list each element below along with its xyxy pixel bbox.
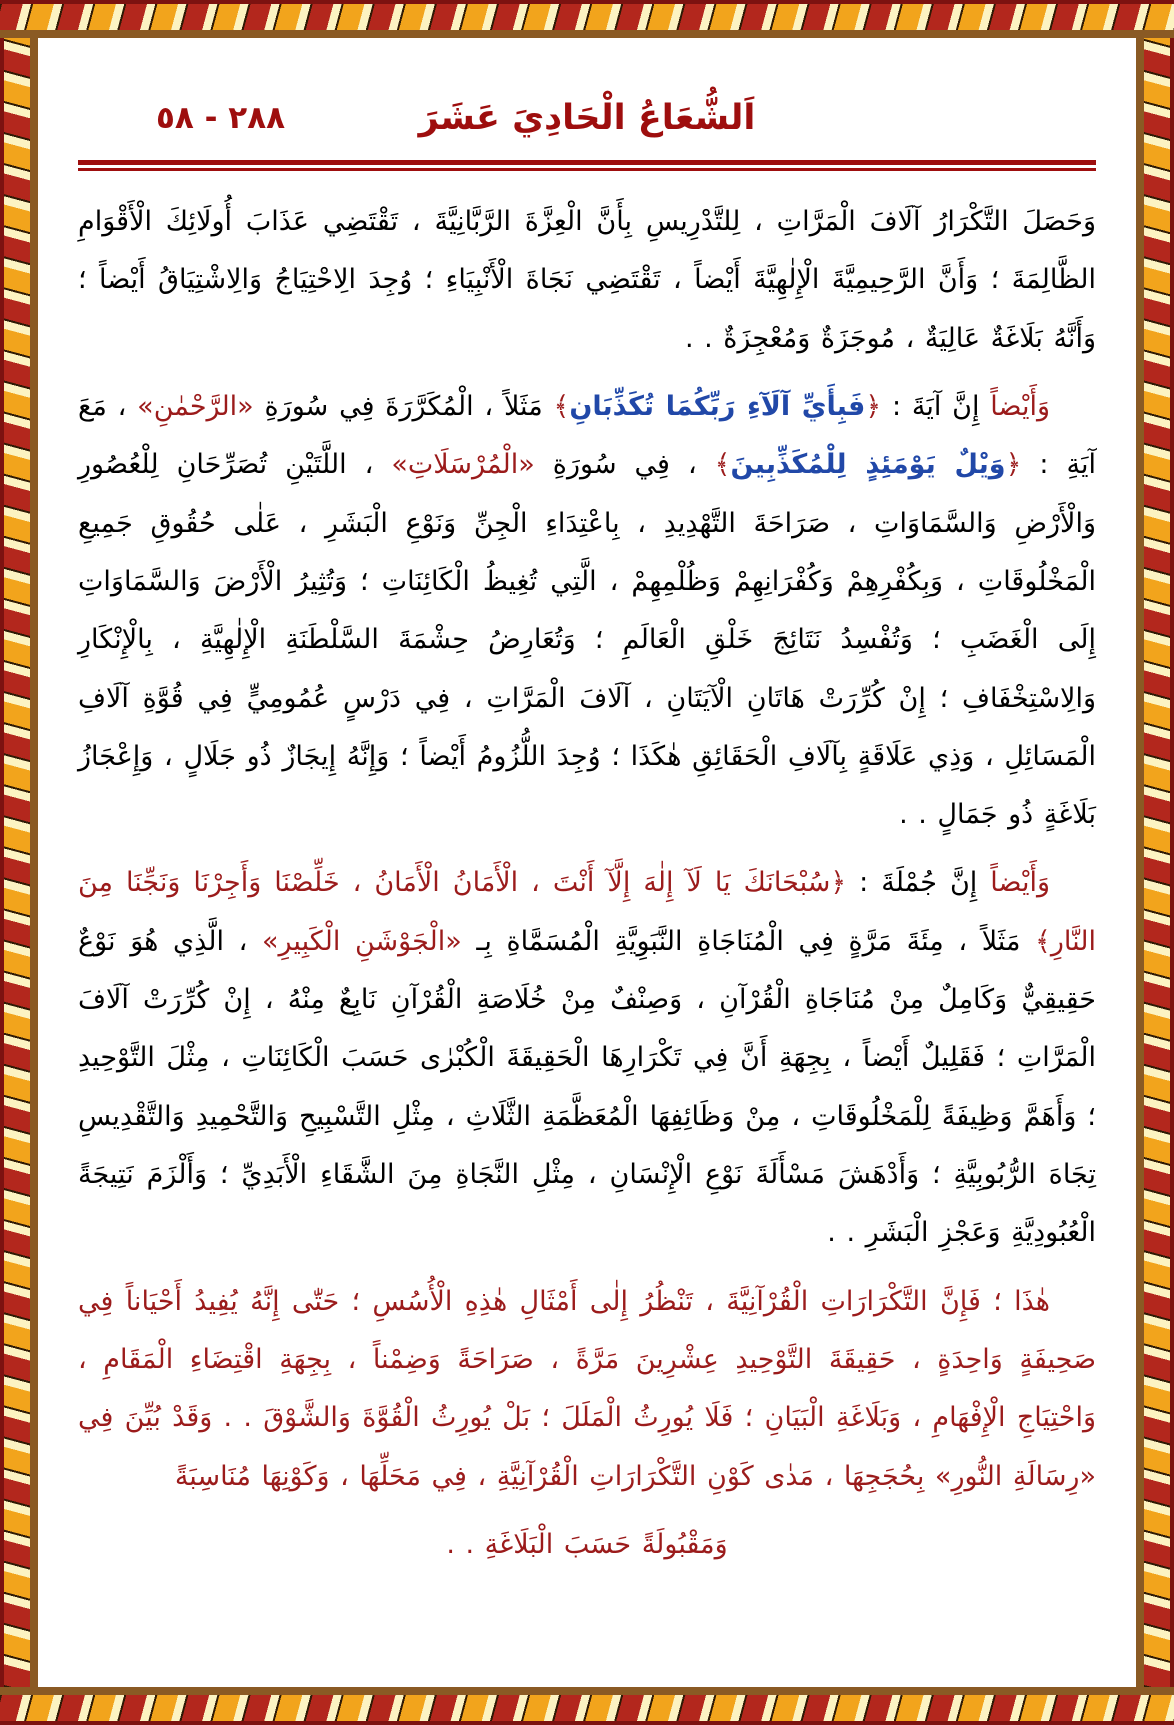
ornamental-border-bottom: [0, 1687, 1174, 1725]
paragraph: [78, 1273, 1096, 1506]
text-segment-black: ، فِي سُورَةِ: [534, 449, 715, 481]
text-segment-black: ، مَعَ آيَةِ :: [78, 390, 1096, 481]
text-segment-red: وَمَقْبُولَةً حَسَبَ الْبَلَاغَةِ . .: [446, 1528, 728, 1560]
text-segment-red: هٰذَا ؛ فَإِنَّ التَّكْرَارَاتِ الْقُرْآنِيَّةَ ، تَنْظُرُ إِلٰى أَمْثَالِ هٰذِهِ الْأُسُسِ ؛ حَتّٰى إِنَّهُ يُفِيدُ أَحْيَاناً فِي صَحِيفَةٍ وَاحِدَةٍ ، حَقِيقَةَ التَّوْحِيدِ عِشْرِينَ مَرَّةً ، صَرَاحَةً وَضِمْناً ، بِجِهَةِ اقْتِضَاءِ الْمَقَامِ ، وَاحْتِيَاجِ الْإِفْهَامِ ، وَبَلَاغَةِ الْبَيَانِ ؛ فَلَا يُورِثُ الْمَلَلَ ؛ بَلْ يُورِثُ الْقُوَّةَ وَالشَّوْقَ . . وَقَدْ بُيِّنَ فِي «رِسَالَةِ النُّورِ» بِحُجَجِهَا ، مَدٰى كَوْنِ التَّكْرَارَاتِ الْقُرْآنِيَّةِ ، فِي مَحَلِّهَا ، وَكَوْنِهَا مُنَاسِبَةً: [78, 1285, 1096, 1492]
ornamental-border-top: [0, 0, 1174, 38]
text-segment-black: ، اللَّتَيْنِ تُصَرِّحَانِ لِلْعُصُورِ وَالْأَرْضِ وَالسَّمَاوَاتِ ، صَرَاحَةَ التَّهْدِيدِ ، بِاعْتِدَاءِ الْجِنِّ وَنَوْعِ الْبَشَرِ ، عَلٰى حُقُوقِ جَمِيعِ الْمَخْلُوقَاتِ ، وَبِكُفْرِهِمْ وَكُفْرَانِهِمْ وَظُلْمِهِمْ ، الَّتِي تُغِيظُ الْكَائِنَاتِ ؛ وَتُثِيرُ الْأَرْضَ وَالسَّمَاوَاتِ إِلَى الْغَضَبِ ؛ وَتُفْسِدُ نَتَائِجَ خَلْقِ الْعَالَمِ ؛ وَتُعَارِضُ حِشْمَةَ السَّلْطَنَةِ الْإِلٰهِيَّةِ ، بِالْإِنْكَارِ وَالِاسْتِخْفَافِ ؛ إِنْ كُرِّرَتْ هَاتَانِ الْآيَتَانِ ، آلَافَ الْمَرَّاتِ ، فِي دَرْسٍ عُمُومِيٍّ فِي قُوَّةِ آلَافِ الْمَسَائِلِ ، وَذِي عَلَاقَةٍ بِآلَافِ الْحَقَائِقِ هٰكَذَا ؛ وُجِدَ اللُّزُومُ أَيْضاً ؛ وَإِنَّهُ إِيجَازٌ ذُو جَلَالٍ ، وَإِعْجَازُ بَلَاغَةٍ ذُو جَمَالٍ . .: [78, 449, 1096, 831]
text-segment-black: إِنَّ آيَةَ :: [881, 390, 980, 422]
text-segment-red: ﴾: [553, 390, 570, 422]
text-segment-blue: وَيْلٌ يَوْمَئِذٍ لِلْمُكَذِّبِينَ: [730, 449, 1006, 481]
paragraph: [78, 378, 1096, 845]
text-segment-black: وَحَصَلَ التَّكْرَارُ آلَافَ الْمَرَّاتِ ، لِلتَّدْرِيسِ بِأَنَّ الْعِزَّةَ الرَّبَّانِيَّةَ ، تَقْتَضِي عَذَابَ أُولَائِكَ الْأَقْوَامِ الظَّالِمَةَ ؛ وَأَنَّ الرَّحِيمِيَّةَ الْإِلٰهِيَّةَ أَيْضاً ، تَقْتَضِي نَجَاةَ الْأَنْبِيَاءِ ؛ وُجِدَ الِاحْتِيَاجُ وَالِاشْتِيَاقُ أَيْضاً ؛ وَأَنَّهُ بَلَاغَةٌ عَالِيَةٌ ، مُوجَزَةٌ وَمُعْجِزَةٌ . .: [78, 206, 1096, 354]
text-segment-black: إِنَّ جُمْلَةَ :: [846, 867, 978, 899]
text-segment-red: «الْجَوْشَنِ الْكَبِيرِ»: [262, 925, 462, 957]
page-number: ٢٨٨ - ٥٨: [156, 100, 286, 136]
text-segment-blue: فَبِأَيِّ آلَآءِ رَبِّكُمَا تُكَذِّبَانِ: [569, 390, 866, 422]
text-segment-red: ﴾: [714, 449, 731, 481]
text-segment-red: وَأَيْضاً: [979, 390, 1051, 422]
ornamental-border-left: [0, 38, 38, 1687]
page-header: [78, 86, 1096, 150]
text-segment-black: مَثَلاً ، مِئَةَ مَرَّةٍ فِي الْمُنَاجَاةِ النَّبَوِيَّةِ الْمُسَمَّاةِ بِـ: [461, 925, 1036, 957]
text-segment-black: ، الَّذِي هُوَ نَوْعٌ حَقِيقِيٌّ وَكَامِلٌ مِنْ مُنَاجَاةِ الْقُرْآنِ ، وَصِنْفٌ مِنْ خُلَاصَةِ الْقُرْآنِ نَابِعٌ مِنْهُ ، إِنْ كُرِّرَتْ آلَافَ الْمَرَّاتِ ؛ فَقَلِيلٌ أَيْضاً ، بِجِهَةِ أَنَّ فِي تَكْرَارِهَا الْحَقِيقَةَ الْكُبْرٰى حَسَبَ الْكَائِنَاتِ ، مِثْلَ التَّوْحِيدِ ؛ وَأَهَمَّ وَظِيفَةً لِلْمَخْلُوقَاتِ ، مِنْ وَظَائِفِهَا الْمُعَظَّمَةِ الثَّلَاثِ ، مِثْلِ التَّسْبِيحِ وَالتَّحْمِيدِ وَالتَّقْدِيسِ تِجَاهَ الرُّبُوبِيَّةِ ؛ وَأَدْهَشَ مَسْأَلَةَ نَوْعِ الْإِنْسَانِ ، مِثْلِ النَّجَاةِ مِنَ الشَّقَاءِ الْأَبَدِيِّ ؛ وَأَلْزَمَ نَتِيجَةً الْعُبُودِيَّةِ وَعَجْزِ الْبَشَرِ . .: [78, 925, 1096, 1249]
header-divider: [78, 160, 1096, 171]
paragraph: [78, 1516, 1096, 1574]
ornamental-border-right: [1136, 38, 1174, 1687]
page-content: [38, 38, 1136, 1687]
text-segment-red: وَأَيْضاً: [977, 867, 1051, 899]
text-segment-red: ﴿: [1005, 449, 1022, 481]
paragraph: [78, 193, 1096, 368]
text-segment-black: مَثَلاً ، الْمُكَرَّرَةَ فِي سُورَةِ: [253, 390, 554, 422]
paragraph: [78, 854, 1096, 1262]
text-segment-red: «الرَّحْمٰنِ»: [137, 390, 254, 422]
text-segment-red: ﴿: [865, 390, 882, 422]
text-segment-red: «الْمُرْسَلَاتِ»: [391, 449, 535, 481]
page-title: اَلشُّعَاعُ الْحَادِيَ عَشَرَ: [418, 98, 756, 138]
text-segment-red: ﴿سُبْحَانَكَ يَا لَآ إِلٰهَ إِلَّآ أَنْتَ ، الْأَمَانُ الْأَمَانُ ، خَلِّصْنَا وَأَجِرْنَا وَنَجِّنَا مِنَ النَّارِ﴾: [78, 867, 1097, 957]
text-body: [78, 193, 1096, 1574]
